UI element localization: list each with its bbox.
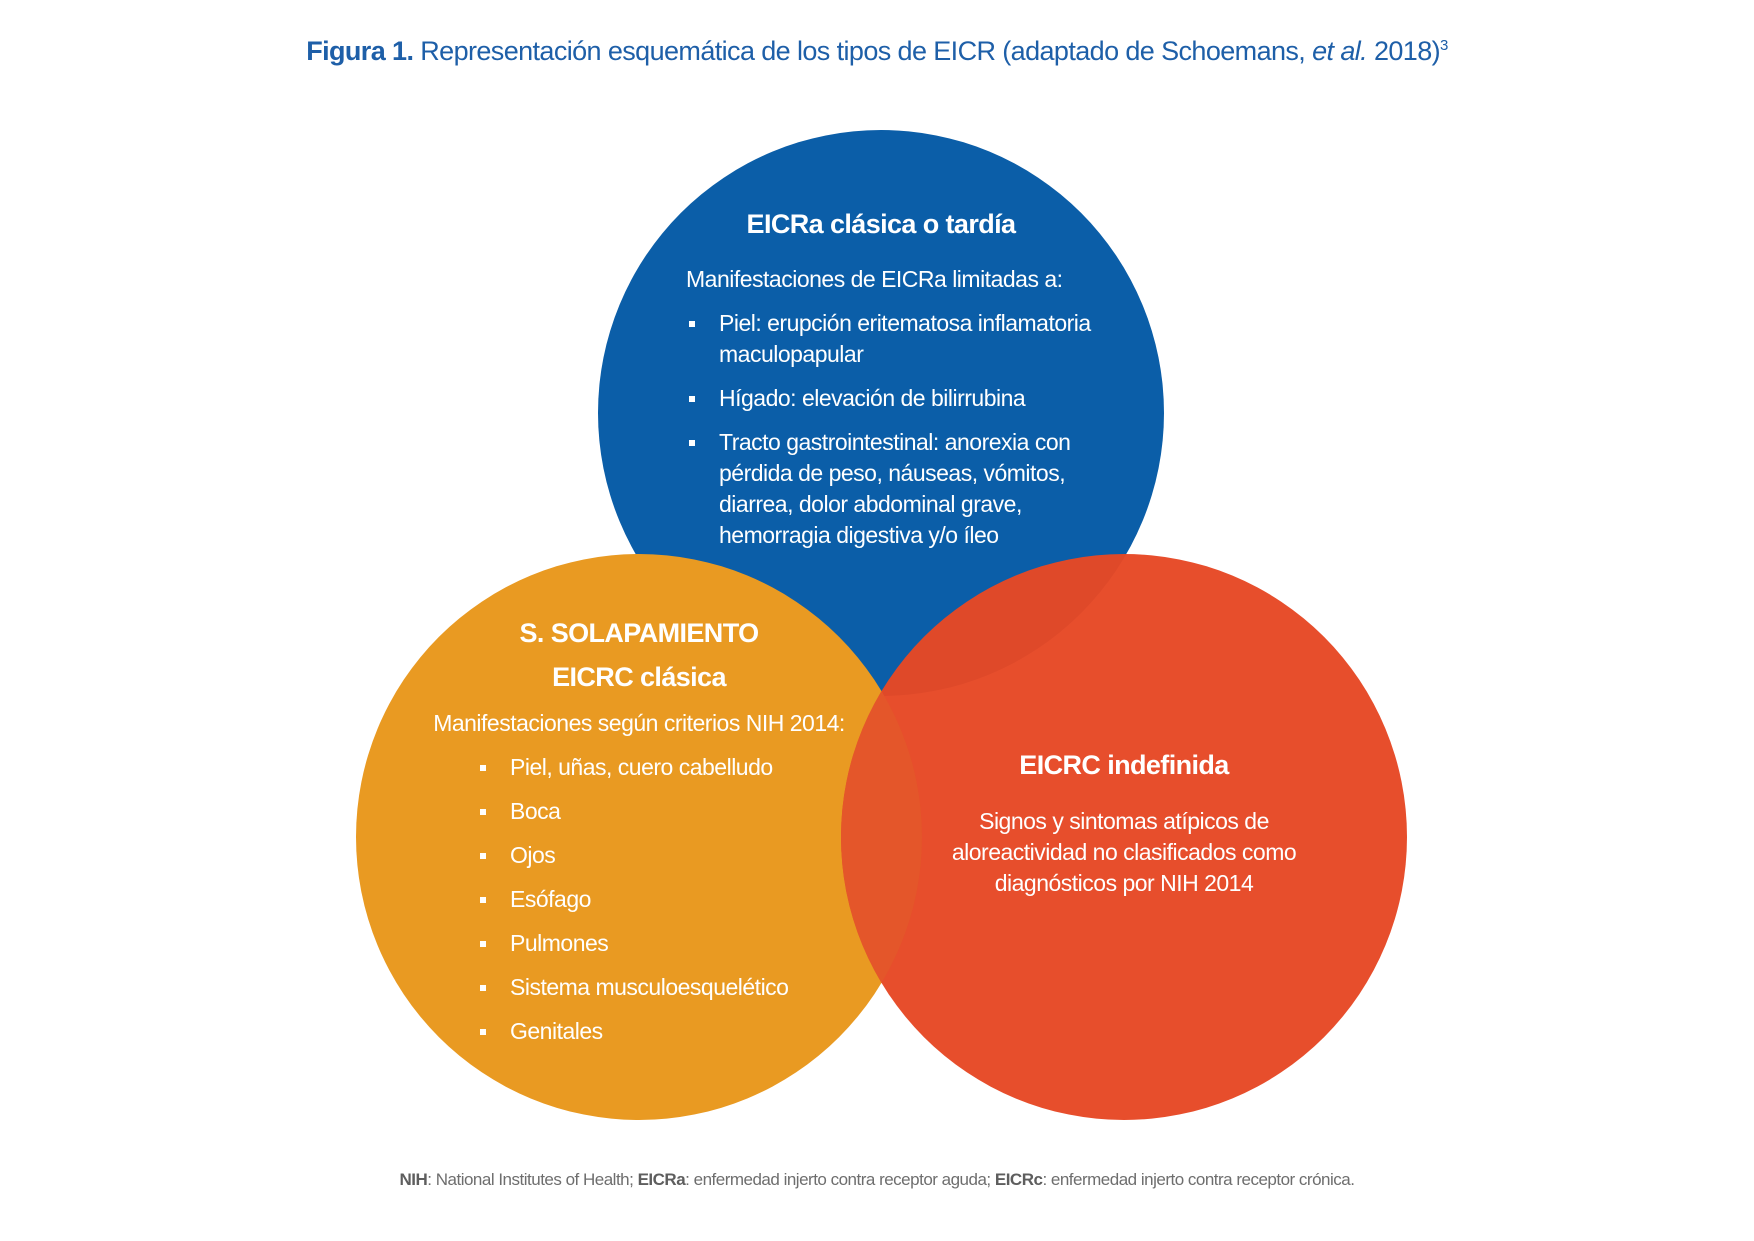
red-circle-description: Signos y sintomas atípicos de aloreactividad no clasificados como diagnósticos por NIH 2014 <box>951 808 1297 896</box>
orange-circle-intro: Manifestaciones según criterios NIH 2014: <box>433 710 845 736</box>
orange-circle-list <box>477 752 857 1060</box>
orange-circle-title: S. SOLAPAMIENTO <box>519 618 759 648</box>
footnote-eicrc-abbr: EICRc <box>994 1170 1043 1189</box>
footnote-nih-abbr: NIH <box>399 1170 428 1189</box>
blue-circle-title: EICRa clásica o tardía <box>746 209 1016 239</box>
list-item: Hígado: elevación de bilirrubina <box>686 383 1106 414</box>
footnote-eicra-abbr: EICRa <box>637 1170 686 1189</box>
figure-reference: 3 <box>1440 37 1448 54</box>
figure-caption: Representación esquemática de los tipos de EICR (adaptado de Schoemans, <box>420 36 1313 66</box>
figure-caption-end: 2018) <box>1367 36 1441 66</box>
blue-circle-intro: Manifestaciones de EICRa limitadas a: <box>686 266 1063 292</box>
list-item: Pulmones <box>477 928 857 959</box>
list-item: Tracto gastrointestinal: anorexia con pérdida de peso, náuseas, vómitos, diarrea, dolor abdominal grave, hemorragia digestiva y/o íleo <box>686 427 1106 551</box>
list-item: Ojos <box>477 840 857 871</box>
list-item: Boca <box>477 796 857 827</box>
list-item: Piel, uñas, cuero cabelludo <box>477 752 857 783</box>
orange-circle-subtitle: EICRC clásica <box>552 662 726 692</box>
list-item: Genitales <box>477 1016 857 1047</box>
figure-caption-italic: et al. <box>1312 36 1368 66</box>
figure-label: Figura 1. <box>306 36 414 66</box>
footnote <box>0 1170 1754 1190</box>
red-circle-title: EICRC indefinida <box>1019 750 1229 780</box>
list-item: Sistema musculoesquelético <box>477 972 857 1003</box>
blue-circle-list <box>686 308 1106 564</box>
list-item: Esófago <box>477 884 857 915</box>
footnote-nih-def: : National Institutes of Health; <box>427 1170 638 1189</box>
footnote-eicra-def: : enfermedad injerto contra receptor aguda; <box>685 1170 995 1189</box>
footnote-eicrc-def: : enfermedad injerto contra receptor crónica. <box>1042 1170 1355 1189</box>
list-item: Piel: erupción eritematosa inflamatoria maculopapular <box>686 308 1106 370</box>
